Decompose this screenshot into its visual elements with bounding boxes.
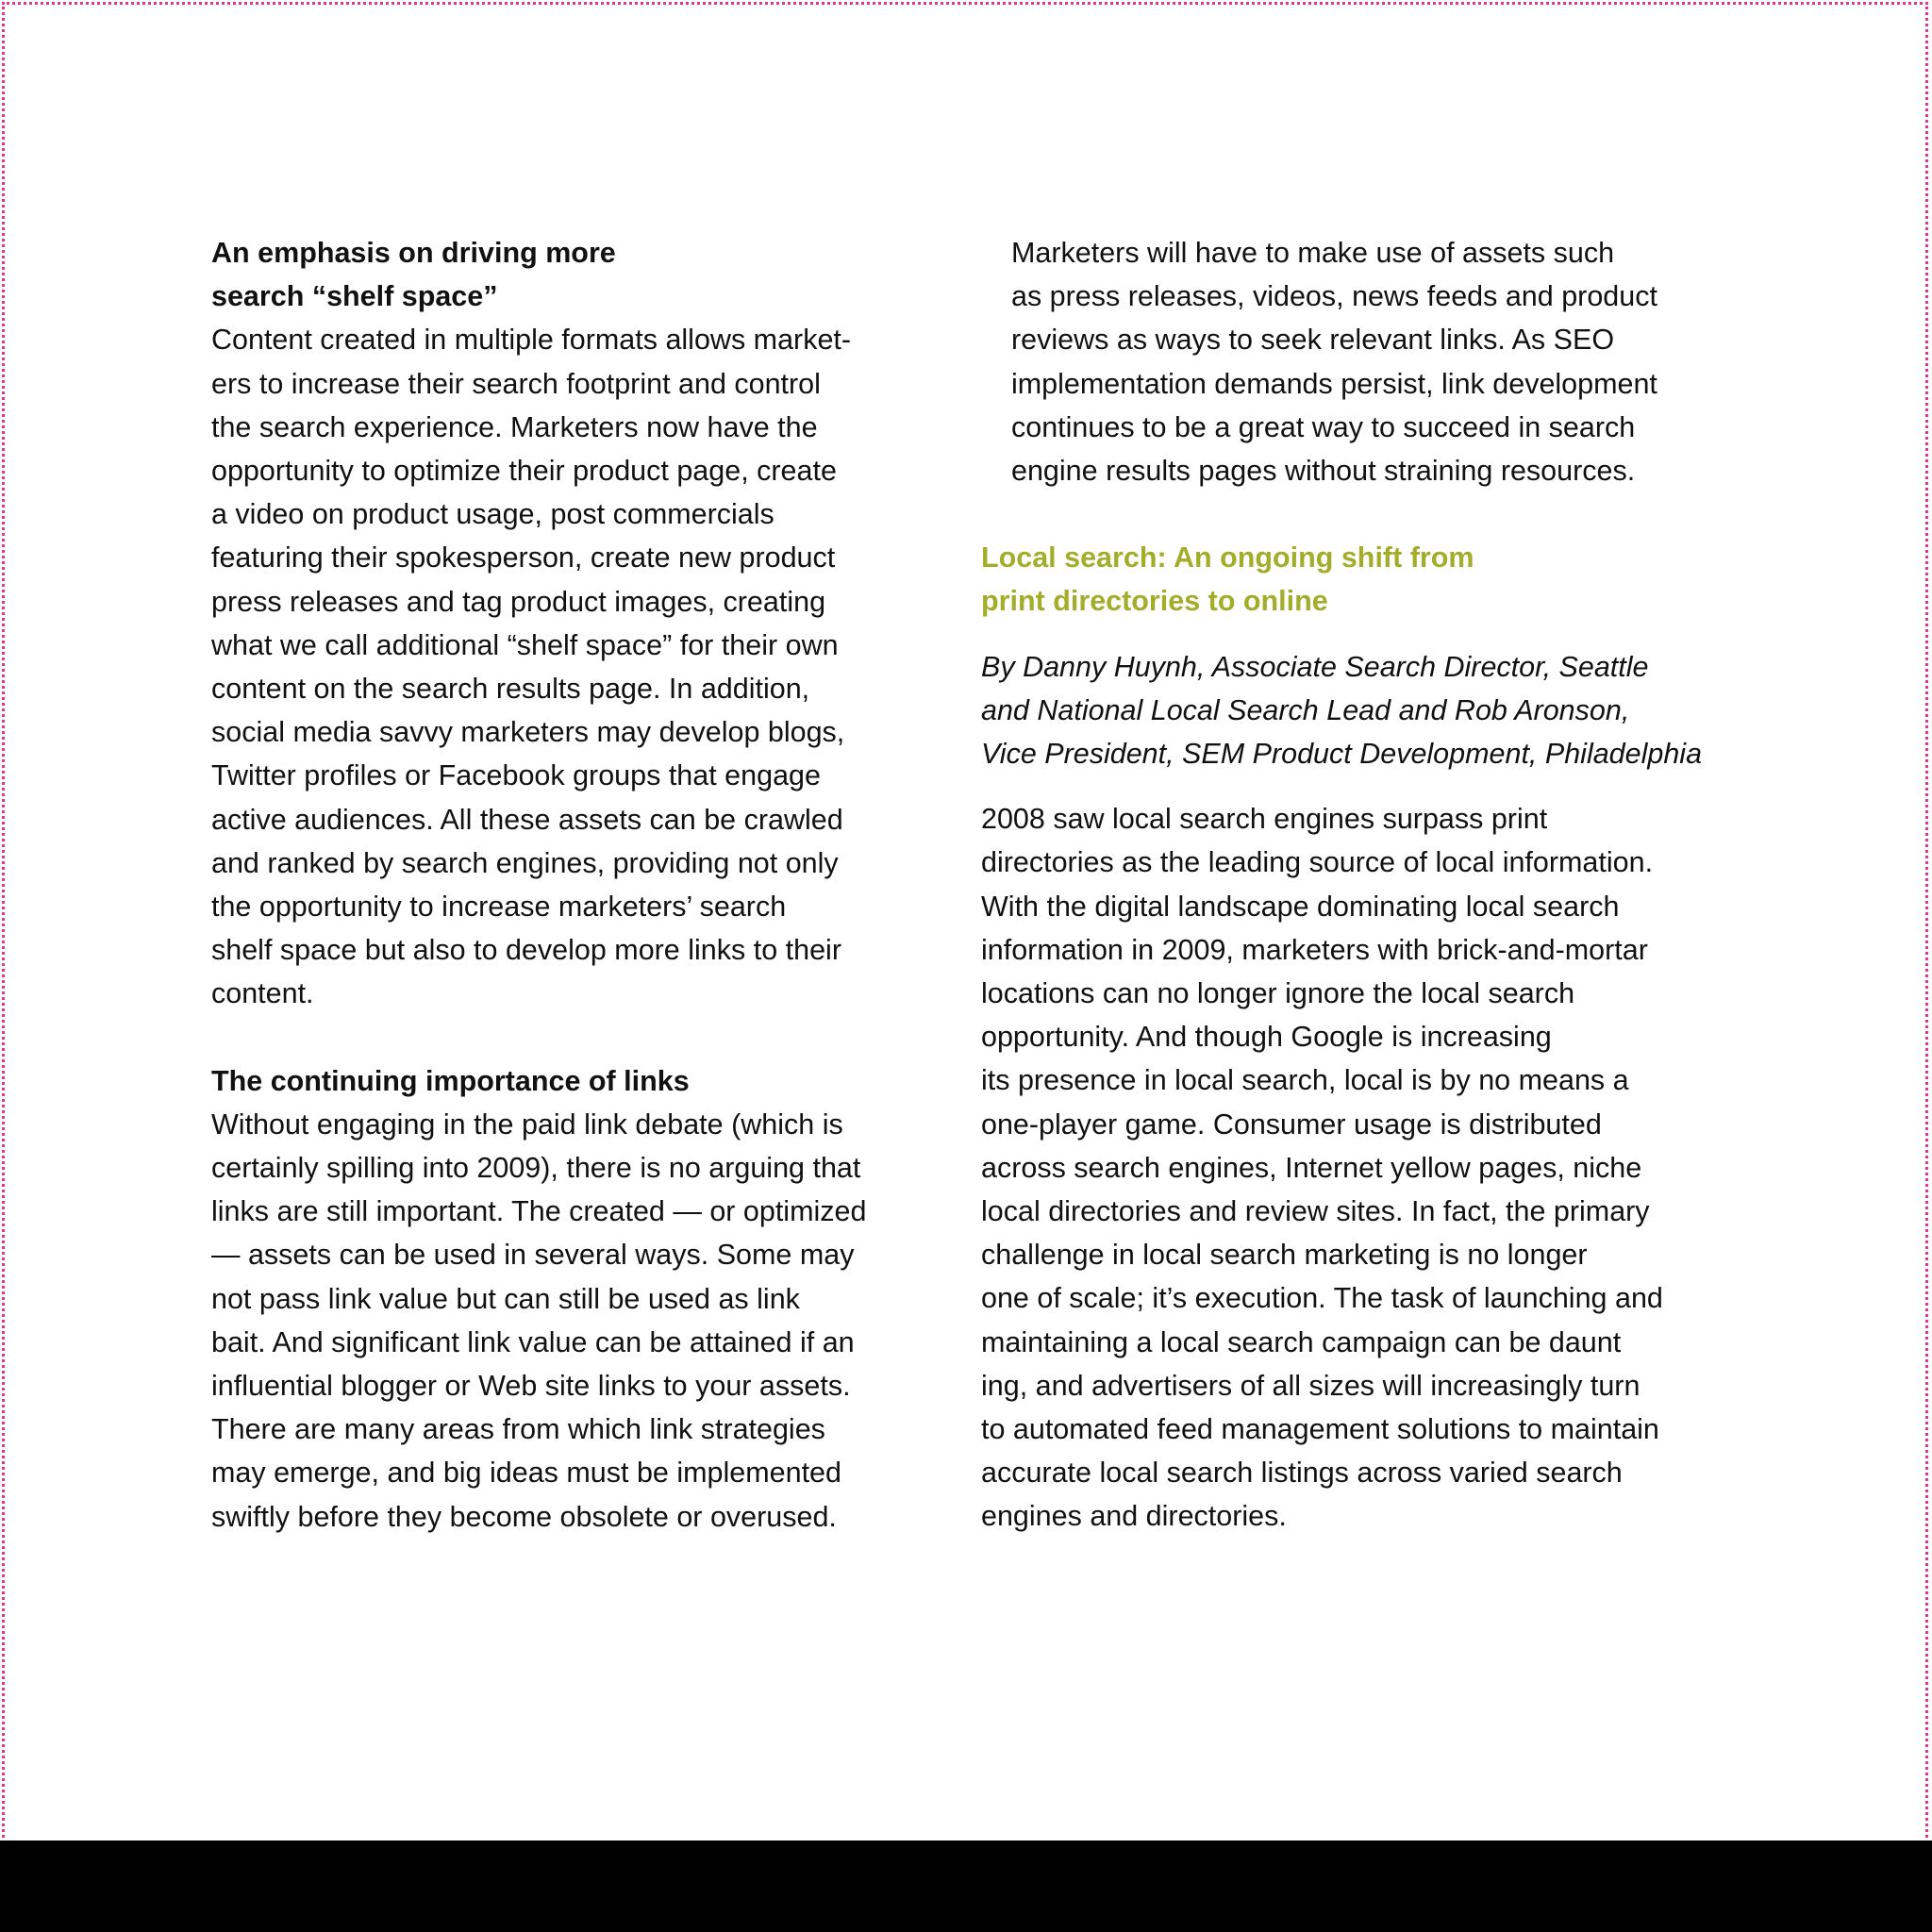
section-spacer: [211, 1016, 928, 1059]
heading-line: search “shelf space”: [211, 280, 498, 313]
footer-band: [0, 1840, 1932, 1932]
byline-line: and National Local Search Lead and Rob Aronson,: [981, 693, 1630, 726]
section-heading: [211, 1059, 928, 1103]
body-line: — assets can be used in several ways. Some may: [211, 1239, 855, 1272]
body-line: engine results pages without straining resources.: [1011, 455, 1636, 488]
body-line: local directories and review sites. In fact, the primary: [981, 1195, 1650, 1228]
body-line: directories as the leading source of local information.: [981, 846, 1654, 879]
heading-line: The continuing importance of links: [211, 1064, 690, 1097]
section-shelf-space: [211, 231, 928, 1016]
byline-spacer: [981, 624, 1736, 645]
body-line: its presence in local search, local is by no means a: [981, 1064, 1629, 1097]
right-column: [981, 231, 1736, 1539]
section-spacer: [981, 492, 1736, 536]
body-line: With the digital landscape dominating local search: [981, 890, 1620, 923]
body-line: information in 2009, marketers with brick-and-mortar: [981, 933, 1648, 966]
body-line: and ranked by search engines, providing not only: [211, 846, 839, 879]
section-body: [211, 1103, 928, 1539]
body-line: influential blogger or Web site links to your assets.: [211, 1370, 851, 1403]
body-line: Content created in multiple formats allows market-: [211, 324, 852, 357]
heading-line: An emphasis on driving more: [211, 237, 616, 269]
body-line: reviews as ways to seek relevant links. As SEO: [1011, 324, 1615, 357]
body-line: certainly spilling into 2009), there is no arguing that: [211, 1152, 861, 1185]
body-line: across search engines, Internet yellow pages, niche: [981, 1151, 1642, 1184]
section-body: [981, 797, 1736, 1538]
byline-line: Vice President, SEM Product Development, Philadelphia: [981, 738, 1703, 771]
body-line: opportunity. And though Google is increasing: [981, 1021, 1552, 1054]
body-line: There are many areas from which link strategies: [211, 1413, 825, 1446]
body-line: links are still important. The created — or optimized: [211, 1195, 867, 1228]
section-body: [211, 318, 928, 1015]
left-column: [211, 231, 928, 1539]
body-line: implementation demands persist, link development: [1011, 367, 1657, 400]
body-line: Marketers will have to make use of assets such: [1011, 237, 1615, 269]
body-line: one-player game. Consumer usage is distributed: [981, 1108, 1602, 1141]
body-line: social media savvy marketers may develop blogs,: [211, 716, 845, 749]
section-heading: [981, 536, 1736, 623]
body-line: accurate local search listings across varied search: [981, 1457, 1623, 1490]
body-line: active audiences. All these assets can be crawled: [211, 803, 843, 836]
body-line: press releases and tag product images, creating: [211, 585, 826, 618]
body-line: shelf space but also to develop more links to their: [211, 934, 841, 967]
byline-line: By Danny Huynh, Associate Search Director, Seattle: [981, 650, 1649, 683]
body-line: content.: [211, 977, 314, 1010]
body-line: swiftly before they become obsolete or overused.: [211, 1500, 837, 1533]
section-local-search: [981, 536, 1736, 1538]
body-line: engines and directories.: [981, 1500, 1287, 1533]
body-line: Twitter profiles or Facebook groups that engage: [211, 759, 821, 792]
section-links: [211, 1059, 928, 1539]
body-line: ers to increase their search footprint and control: [211, 367, 821, 400]
body-spacer: [981, 775, 1736, 797]
body-line: ing, and advertisers of all sizes will increasingly turn: [981, 1369, 1641, 1402]
body-line: not pass link value but can still be used as link: [211, 1282, 800, 1315]
body-line: to automated feed management solutions to maintain: [981, 1413, 1659, 1446]
body-line: what we call additional “shelf space” for their own: [211, 628, 839, 661]
body-line: content on the search results page. In addition,: [211, 673, 810, 706]
body-line: one of scale; it’s execution. The task of launching and: [981, 1282, 1663, 1315]
body-line: locations can no longer ignore the local search: [981, 977, 1575, 1010]
body-line: opportunity to optimize their product page, create: [211, 455, 837, 488]
body-line: the opportunity to increase marketers’ search: [211, 891, 787, 924]
body-line: a video on product usage, post commercials: [211, 498, 774, 531]
heading-line: Local search: An ongoing shift from: [981, 541, 1474, 575]
body-line: Without engaging in the paid link debate (which is: [211, 1108, 843, 1141]
continued-paragraph: [981, 231, 1736, 492]
body-line: maintaining a local search campaign can be daunt: [981, 1325, 1622, 1358]
body-line: the search experience. Marketers now have the: [211, 410, 818, 443]
body-line: continues to be a great way to succeed in search: [1011, 410, 1636, 443]
body-line: as press releases, videos, news feeds and product: [1011, 280, 1657, 313]
body-line: bait. And significant link value can be attained if an: [211, 1325, 855, 1358]
body-line: may emerge, and big ideas must be implemented: [211, 1457, 841, 1490]
byline: [981, 645, 1736, 776]
body-line: 2008 saw local search engines surpass print: [981, 803, 1548, 836]
body-line: challenge in local search marketing is no longer: [981, 1239, 1588, 1272]
body-line: featuring their spokesperson, create new product: [211, 541, 836, 575]
heading-line: print directories to online: [981, 585, 1328, 618]
section-heading: [211, 231, 928, 318]
